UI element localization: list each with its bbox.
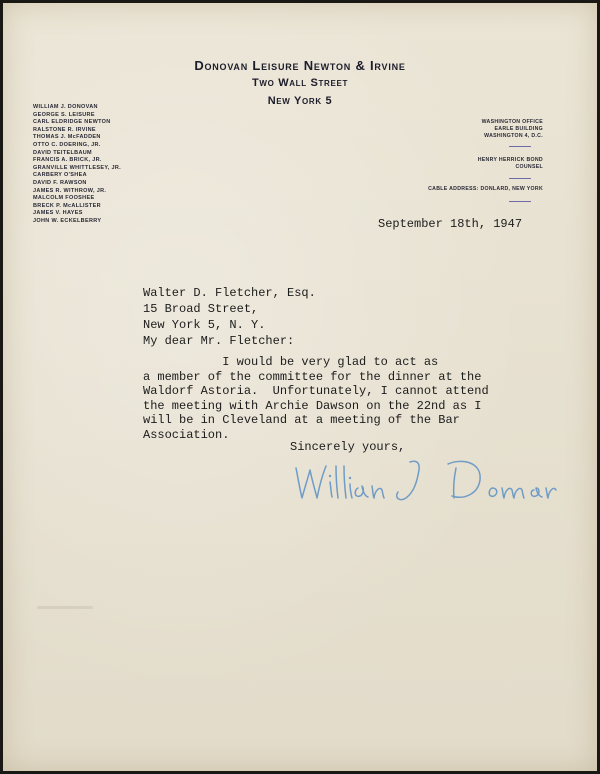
- letter-paper: [3, 3, 597, 771]
- partner-name: WILLIAM J. DONOVAN: [33, 104, 98, 110]
- partner-name: JOHN W. ECKELBERRY: [33, 217, 102, 224]
- complimentary-close: Sincerely yours,: [290, 440, 406, 454]
- letter-date: September 18th, 1947: [378, 217, 523, 231]
- divider-rule: [509, 146, 531, 147]
- body-line: will be in Cleveland at a meeting of the Bar: [143, 413, 460, 428]
- counsel-title: COUNSEL: [515, 164, 543, 171]
- body-line: Waldorf Astoria. Unfortunately, I cannot attend: [143, 384, 489, 399]
- partner-name: RALSTONE R. IRVINE: [33, 126, 96, 133]
- handwritten-signature: [286, 448, 561, 510]
- recipient-address: [143, 285, 316, 333]
- partner-name: GEORGE S. LEISURE: [33, 111, 95, 118]
- divider-rule: [509, 201, 531, 202]
- partners-list: [33, 104, 121, 226]
- partner-name: JAMES R. WITHROW, JR.: [33, 187, 107, 194]
- faint-stamp: [37, 606, 93, 609]
- body-line: I would be very glad to act as: [143, 355, 439, 369]
- partner-name: THOMAS J. McFADDEN: [33, 134, 101, 141]
- recipient-line: New York 5, N. Y.: [143, 318, 266, 332]
- partner-name: DAVID F. RAWSON: [33, 179, 87, 186]
- washington-office-label: WASHINGTON OFFICE: [481, 119, 543, 125]
- firm-address-street: Two Wall Street: [252, 77, 348, 89]
- firm-name: Donovan Leisure Newton & Irvine: [194, 58, 406, 73]
- partner-name: CARL ELDRIDGE NEWTON: [33, 119, 111, 126]
- washington-office-block: [435, 119, 543, 141]
- divider-rule: [509, 178, 531, 179]
- partner-name: BRECK P. McALLISTER: [33, 202, 101, 209]
- body-line: the meeting with Archie Dawson on the 22nd as I: [143, 398, 482, 413]
- body-line: Association.: [143, 427, 230, 442]
- letter-body: [143, 355, 489, 443]
- counsel-block: [435, 157, 543, 171]
- firm-address-city: New York 5: [267, 95, 333, 107]
- partner-name: MALCOLM FOOSHEE: [33, 195, 95, 202]
- counsel-name: HENRY HERRICK BOND: [477, 157, 543, 163]
- cable-address: CABLE ADDRESS: DONLARD, NEW YORK: [428, 186, 543, 192]
- partner-name: JAMES V. HAYES: [33, 210, 83, 217]
- recipient-line: Walter D. Fletcher, Esq.: [143, 286, 316, 300]
- salutation: My dear Mr. Fletcher:: [143, 334, 295, 348]
- partner-name: FRANCIS A. BRICK, JR.: [33, 157, 102, 164]
- recipient-line: 15 Broad Street,: [143, 302, 259, 316]
- washington-office-city: WASHINGTON 4, D.C.: [484, 133, 543, 140]
- body-line: a member of the committee for the dinner at the: [143, 369, 482, 384]
- partner-name: CARBERY O'SHEA: [33, 172, 87, 179]
- partner-name: OTTO C. DOERING, JR.: [33, 141, 101, 148]
- partner-name: DAVID TEITELBAUM: [33, 149, 92, 156]
- washington-office-building: EARLE BUILDING: [494, 126, 543, 133]
- partner-name: GRANVILLE WHITTLESEY, JR.: [33, 164, 122, 171]
